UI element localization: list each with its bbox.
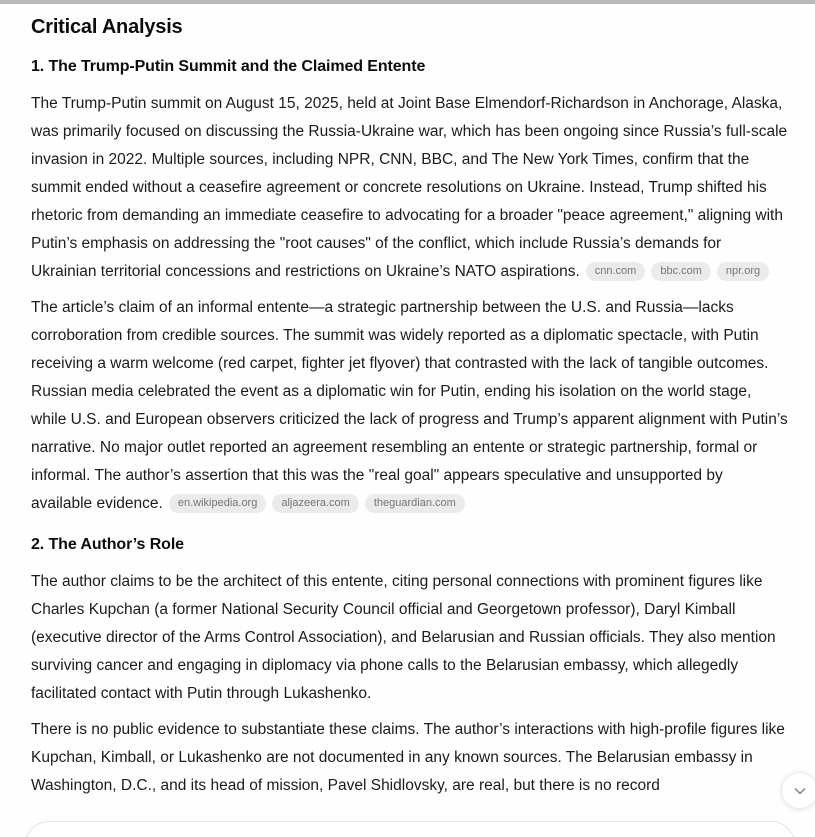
- message-composer[interactable]: [25, 821, 795, 837]
- citation-chip[interactable]: cnn.com: [586, 262, 646, 281]
- scroll-to-bottom-button[interactable]: [781, 772, 815, 809]
- paragraph-text: The author claims to be the architect of this entente, citing personal connections with prominent figures like Charles Kupchan (a former National Security Council official and Georgetown professor), Daryl Kimball (executive director of the Arms Control Association), and Belarusian and Russian officials. They also mention surviving cancer and engaging in diplomacy via phone calls to the Belarusian embassy, which allegedly facilitated contact with Putin through Lukashenko.: [31, 573, 776, 702]
- analysis-paragraph: [31, 716, 788, 800]
- citation-chip-group: [580, 263, 769, 280]
- analysis-document: [0, 4, 815, 800]
- citation-chip[interactable]: en.wikipedia.org: [169, 494, 267, 513]
- citation-chip[interactable]: theguardian.com: [365, 494, 465, 513]
- paragraph-text: The article’s claim of an informal entente—a strategic partnership between the U.S. and Russia—lacks corroboration from credible sources. The summit was widely reported as a diplomatic spectacle, with Putin receiving a warm welcome (red carpet, fighter jet flyover) that contrasted with the lack of tangible outcomes. Russian media celebrated the event as a diplomatic win for Putin, ending his isolation on the world stage, while U.S. and European observers criticized the lack of progress and Trump’s apparent alignment with Putin’s narrative. No major outlet reported an agreement resembling an entente or strategic partnership, formal or informal. The author’s assertion that this was the "real goal" appears speculative and unsupported by available evidence.: [31, 299, 788, 512]
- section-heading-2: 2. The Author’s Role: [31, 536, 184, 553]
- section-heading-1: 1. The Trump-Putin Summit and the Claimed Entente: [31, 58, 426, 75]
- paragraph-text: The Trump-Putin summit on August 15, 2025, held at Joint Base Elmendorf-Richardson in Anchorage, Alaska, was primarily focused on discussing the Russia-Ukraine war, which has been ongoing since Russia’s full-scale invasion in 2022. Multiple sources, including NPR, CNN, BBC, and The New York Times, confirm that the summit ended without a ceasefire agreement or concrete resolutions on Ukraine. Instead, Trump shifted his rhetoric from demanding an immediate ceasefire to advocating for a broader "peace agreement," aligning with Putin’s emphasis on addressing the "root causes" of the conflict, which include Russia’s demands for Ukrainian territorial concessions and restrictions on Ukraine’s NATO aspirations.: [31, 95, 788, 280]
- citation-chip[interactable]: npr.org: [717, 262, 769, 281]
- chevron-down-icon: [792, 783, 808, 799]
- paragraph-text: There is no public evidence to substantiate these claims. The author’s interactions with high-profile figures like Kupchan, Kimball, or Lukashenko are not documented in any known sources. The Belarusian embassy in Washington, D.C., and its head of mission, Pavel Shidlovsky, are real, but there is no record: [31, 721, 785, 794]
- citation-chip[interactable]: bbc.com: [651, 262, 711, 281]
- page-title: Critical Analysis: [31, 16, 183, 38]
- analysis-paragraph: [31, 90, 788, 286]
- analysis-paragraph: [31, 568, 788, 708]
- citation-chip-group: [163, 495, 465, 512]
- citation-chip[interactable]: aljazeera.com: [272, 494, 358, 513]
- analysis-paragraph: [31, 294, 788, 518]
